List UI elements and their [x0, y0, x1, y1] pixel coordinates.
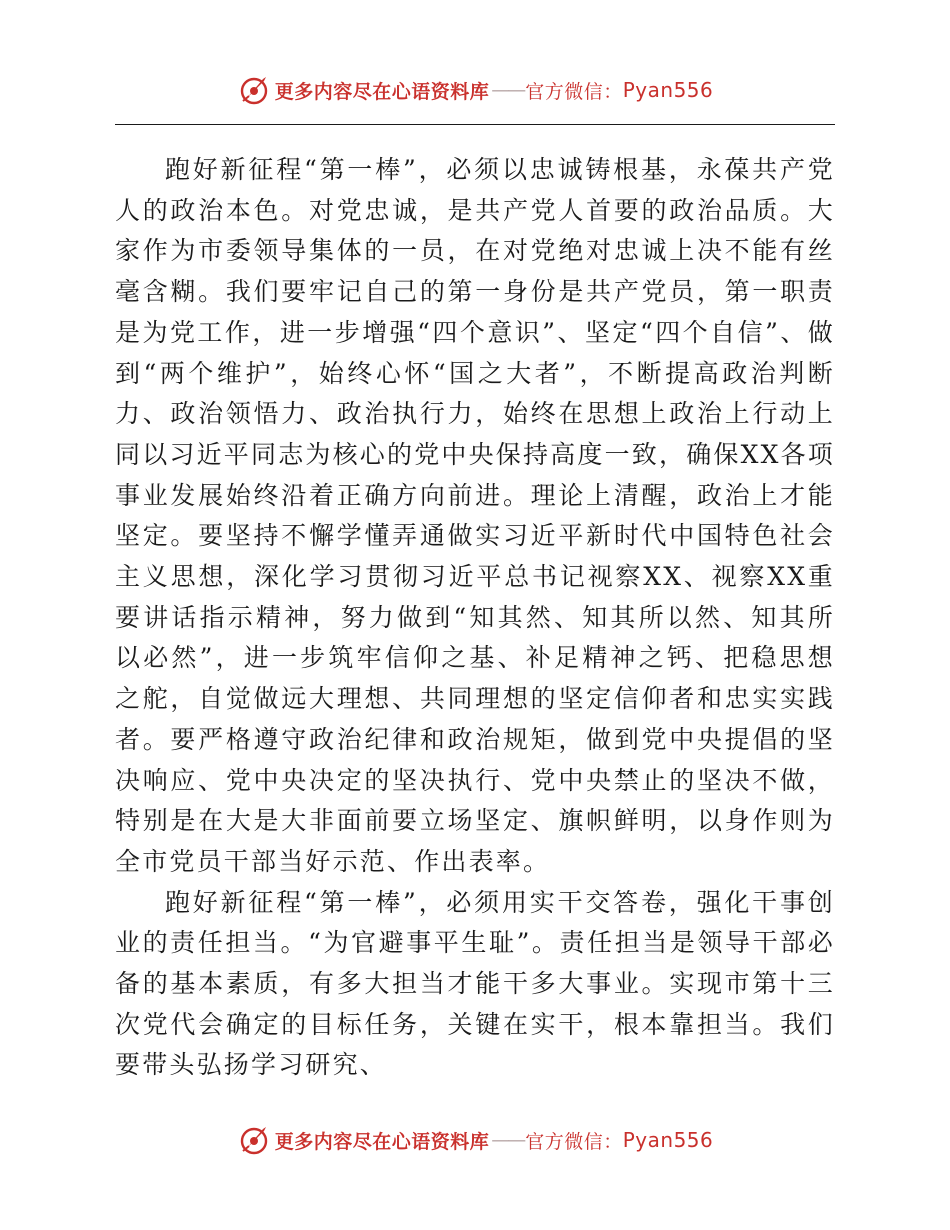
banner-wechat-label: 官方微信： — [525, 80, 623, 103]
document-body — [115, 150, 835, 1086]
header-divider — [115, 124, 835, 125]
banner-wechat-handle: Pyan556 — [622, 78, 714, 102]
header-banner — [0, 72, 950, 108]
paragraph-1: 跑好新征程“第一棒”，必须以忠诚铸根基，永葆共产党人的政治本色。对党忠诚，是共产党人首要的政治品质。大家作为市委领导集体的一员，在对党绝对忠诚上决不能有丝毫含糊。我们要牢记自己的第一身份是共产党员，第一职责是为党工作，进一步增强“四个意识”、坚定“四个自信”、做到“两个维护”，始终心怀“国之大者”，不断提高政治判断力、政治领悟力、政治执行力，始终在思想上政治上行动上同以习近平同志为核心的党中央保持高度一致，确保XX各项事业发展始终沿着正确方向前进。理论上清醒，政治上才能坚定。要坚持不懈学懂弄通做实习近平新时代中国特色社会主义思想，深化学习贯彻习近平总书记视察XX、视察XX重要讲话指示精神，努力做到“知其然、知其所以然、知其所以必然”，进一步筑牢信仰之基、补足精神之钙、把稳思想之舵，自觉做远大理想、共同理想的坚定信仰者和忠实实践者。要严格遵守政治纪律和政治规矩，做到党中央提倡的坚决响应、党中央决定的坚决执行、党中央禁止的坚决不做，特别是在大是大非面前要立场坚定、旗帜鲜明，以身作则为全市党员干部当好示范、作出表率。 — [115, 155, 835, 876]
banner-wechat-label: 官方微信： — [525, 1130, 623, 1153]
quill-logo-icon — [237, 1123, 271, 1157]
quill-logo-icon — [237, 73, 271, 107]
footer-banner — [0, 1122, 950, 1158]
banner-wechat-handle: Pyan556 — [622, 1128, 714, 1152]
paragraph-2: 跑好新征程“第一棒”，必须用实干交答卷，强化干事创业的责任担当。“为官避事平生耻”。责任担当是领导干部必备的基本素质，有多大担当才能干多大事业。实现市第十三次党代会确定的目标任务，关键在实干，根本靠担当。我们要带头弘扬学习研究、 — [115, 887, 835, 1080]
banner-dash: —— — [491, 79, 524, 101]
banner-brand-text: 更多内容尽在心语资料库 — [274, 80, 490, 103]
banner-brand-text: 更多内容尽在心语资料库 — [274, 1130, 490, 1153]
banner-dash: —— — [491, 1129, 524, 1151]
